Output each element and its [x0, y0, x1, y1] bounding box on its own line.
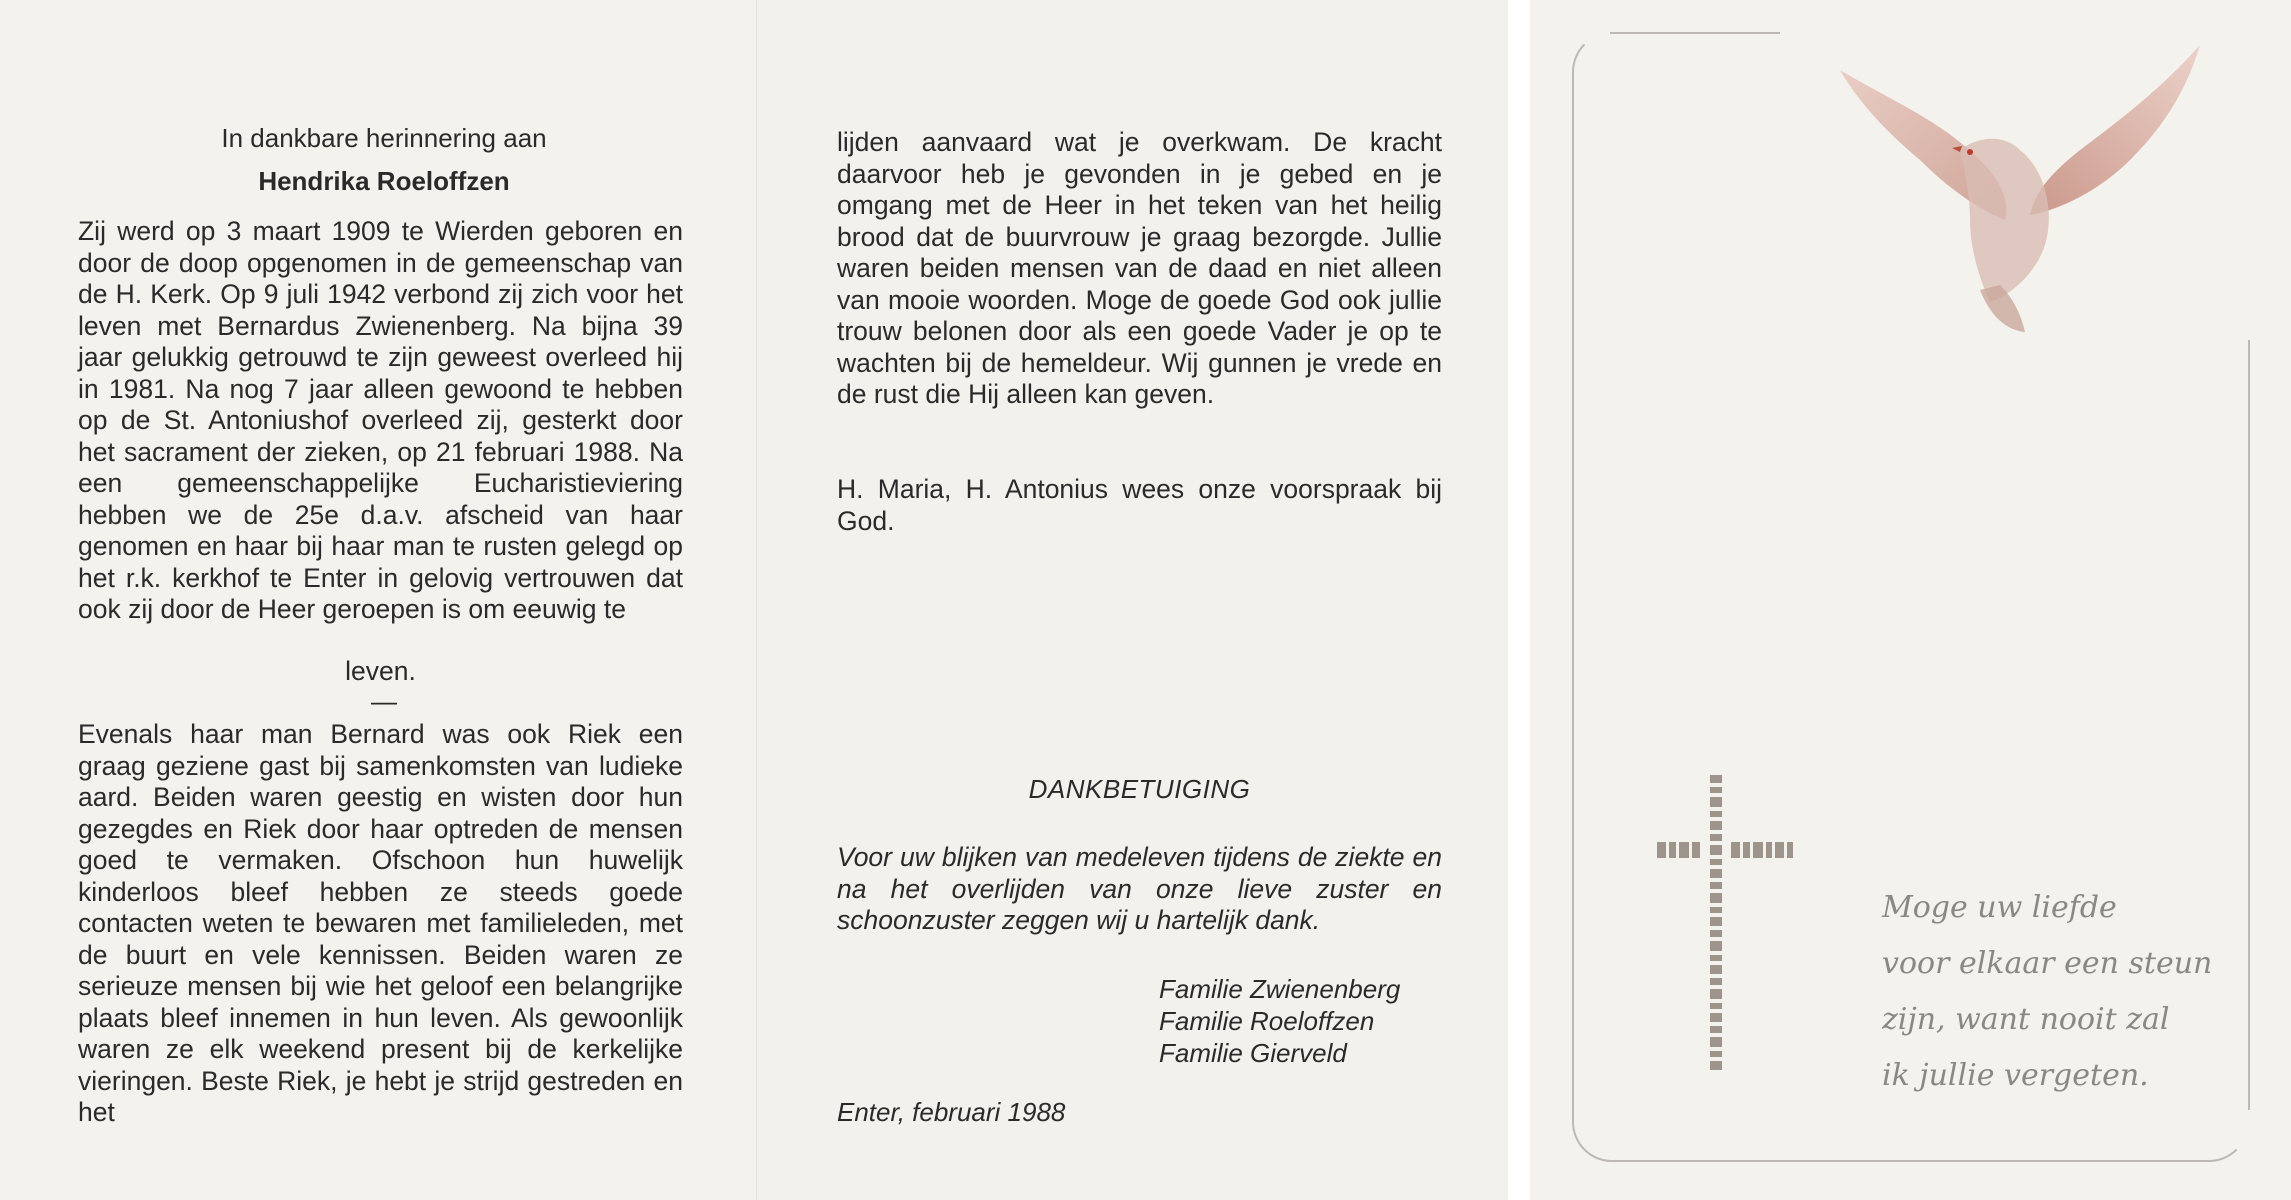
poem-verse	[1882, 880, 2242, 1104]
biography-ending: leven.	[345, 656, 416, 686]
poem-line: voor elkaar een steun	[1882, 946, 2213, 981]
family-signatures	[1159, 973, 1400, 1069]
family-name: Familie Zwienenberg	[1159, 974, 1401, 1004]
frame-top-line	[1610, 32, 1780, 34]
left-page	[0, 0, 756, 1200]
poem-line: ik jullie vergeten.	[1882, 1058, 2149, 1093]
separator-dash: —	[371, 686, 397, 716]
memorial-heading: In dankbare herinnering aan	[221, 123, 547, 153]
poem-line: zijn, want nooit zal	[1882, 1002, 2170, 1037]
poem-line: Moge uw liefde	[1882, 890, 2117, 925]
prayer-line: H. Maria, H. Antonius wees onze voorspraak bij God.	[837, 474, 1442, 536]
thanks-title: DANKBETUIGING	[1028, 774, 1251, 804]
biography-paragraph: Zij werd op 3 maart 1909 te Wierden geboren en door de doop opgenomen in de gemeenschap van de H. Kerk. Op 9 juli 1942 verbond zij zich voor het leven met Bernardus Zwienenberg. Na bijna 39 jaar gelukkig getrouwd te zijn geweest overleed hij in 1981. Na nog 7 jaar alleen gewoond te hebben op de St. Antoniushof overleed zij, gesterkt door het sacrament der zieken, op 21 februari 1988. Na een gemeenschappelijke Eucharistieviering hebben we de 25e d.a.v. afscheid van haar genomen en haar bij haar man te rusten gelegd op het r.k. kerkhof te Enter in gelovig vertrouwen dat ook zij door de Heer geroepen is om eeuwig te	[78, 216, 683, 624]
family-name: Familie Roeloffzen	[1159, 1006, 1375, 1036]
thanks-paragraph: Voor uw blijken van medeleven tijdens de ziekte en na het overlijden van onze lieve zuster en schoonzuster zeggen wij u hartelijk dank.	[837, 842, 1442, 935]
continuation-paragraph: lijden aanvaard wat je overkwam. De kracht daarvoor heb je gevonden in je gebed en je omgang met de Heer in het teken van het heilig brood dat de buurvrouw je graag bezorgde. Jullie waren beiden mensen van de daad en niet alleen van mooie woorden. Moge de goede God ook jullie trouw belonen door als een goede Vader je op te wachten bij de hemeldeur. Wij gunnen je vrede en de rust die Hij alleen kan geven.	[837, 127, 1442, 409]
frame-right-line	[2248, 340, 2250, 1110]
deceased-name: Hendrika Roeloffzen	[258, 166, 510, 196]
family-name: Familie Gierveld	[1159, 1038, 1347, 1068]
dove-icon	[1830, 40, 2210, 340]
cross-icon	[1655, 770, 1795, 1090]
middle-page	[756, 0, 1508, 1200]
personal-paragraph: Evenals haar man Bernard was ook Riek een graag geziene gast bij samenkomsten van ludieke aard. Beiden waren geestig en wisten door hun gezegdes en Riek door haar optreden de mensen goed te vermaken. Ofschoon hun huwelijk kinderloos bleef hebben ze steeds goede contacten weten te bewaren met familieleden, met de buurt en vele kennissen. Beiden waren ze serieuze mensen bij wie het geloof een belangrijke plaats bleef innemen in hun leven. Als gewoonlijk waren ze elk weekend present bij de kerkelijke vieringen. Beste Riek, je hebt je strijd gestreden en het	[78, 719, 683, 1127]
card-front	[1530, 0, 2291, 1200]
page-gap	[1508, 0, 1530, 1200]
place-date: Enter, februari 1988	[837, 1097, 1066, 1127]
